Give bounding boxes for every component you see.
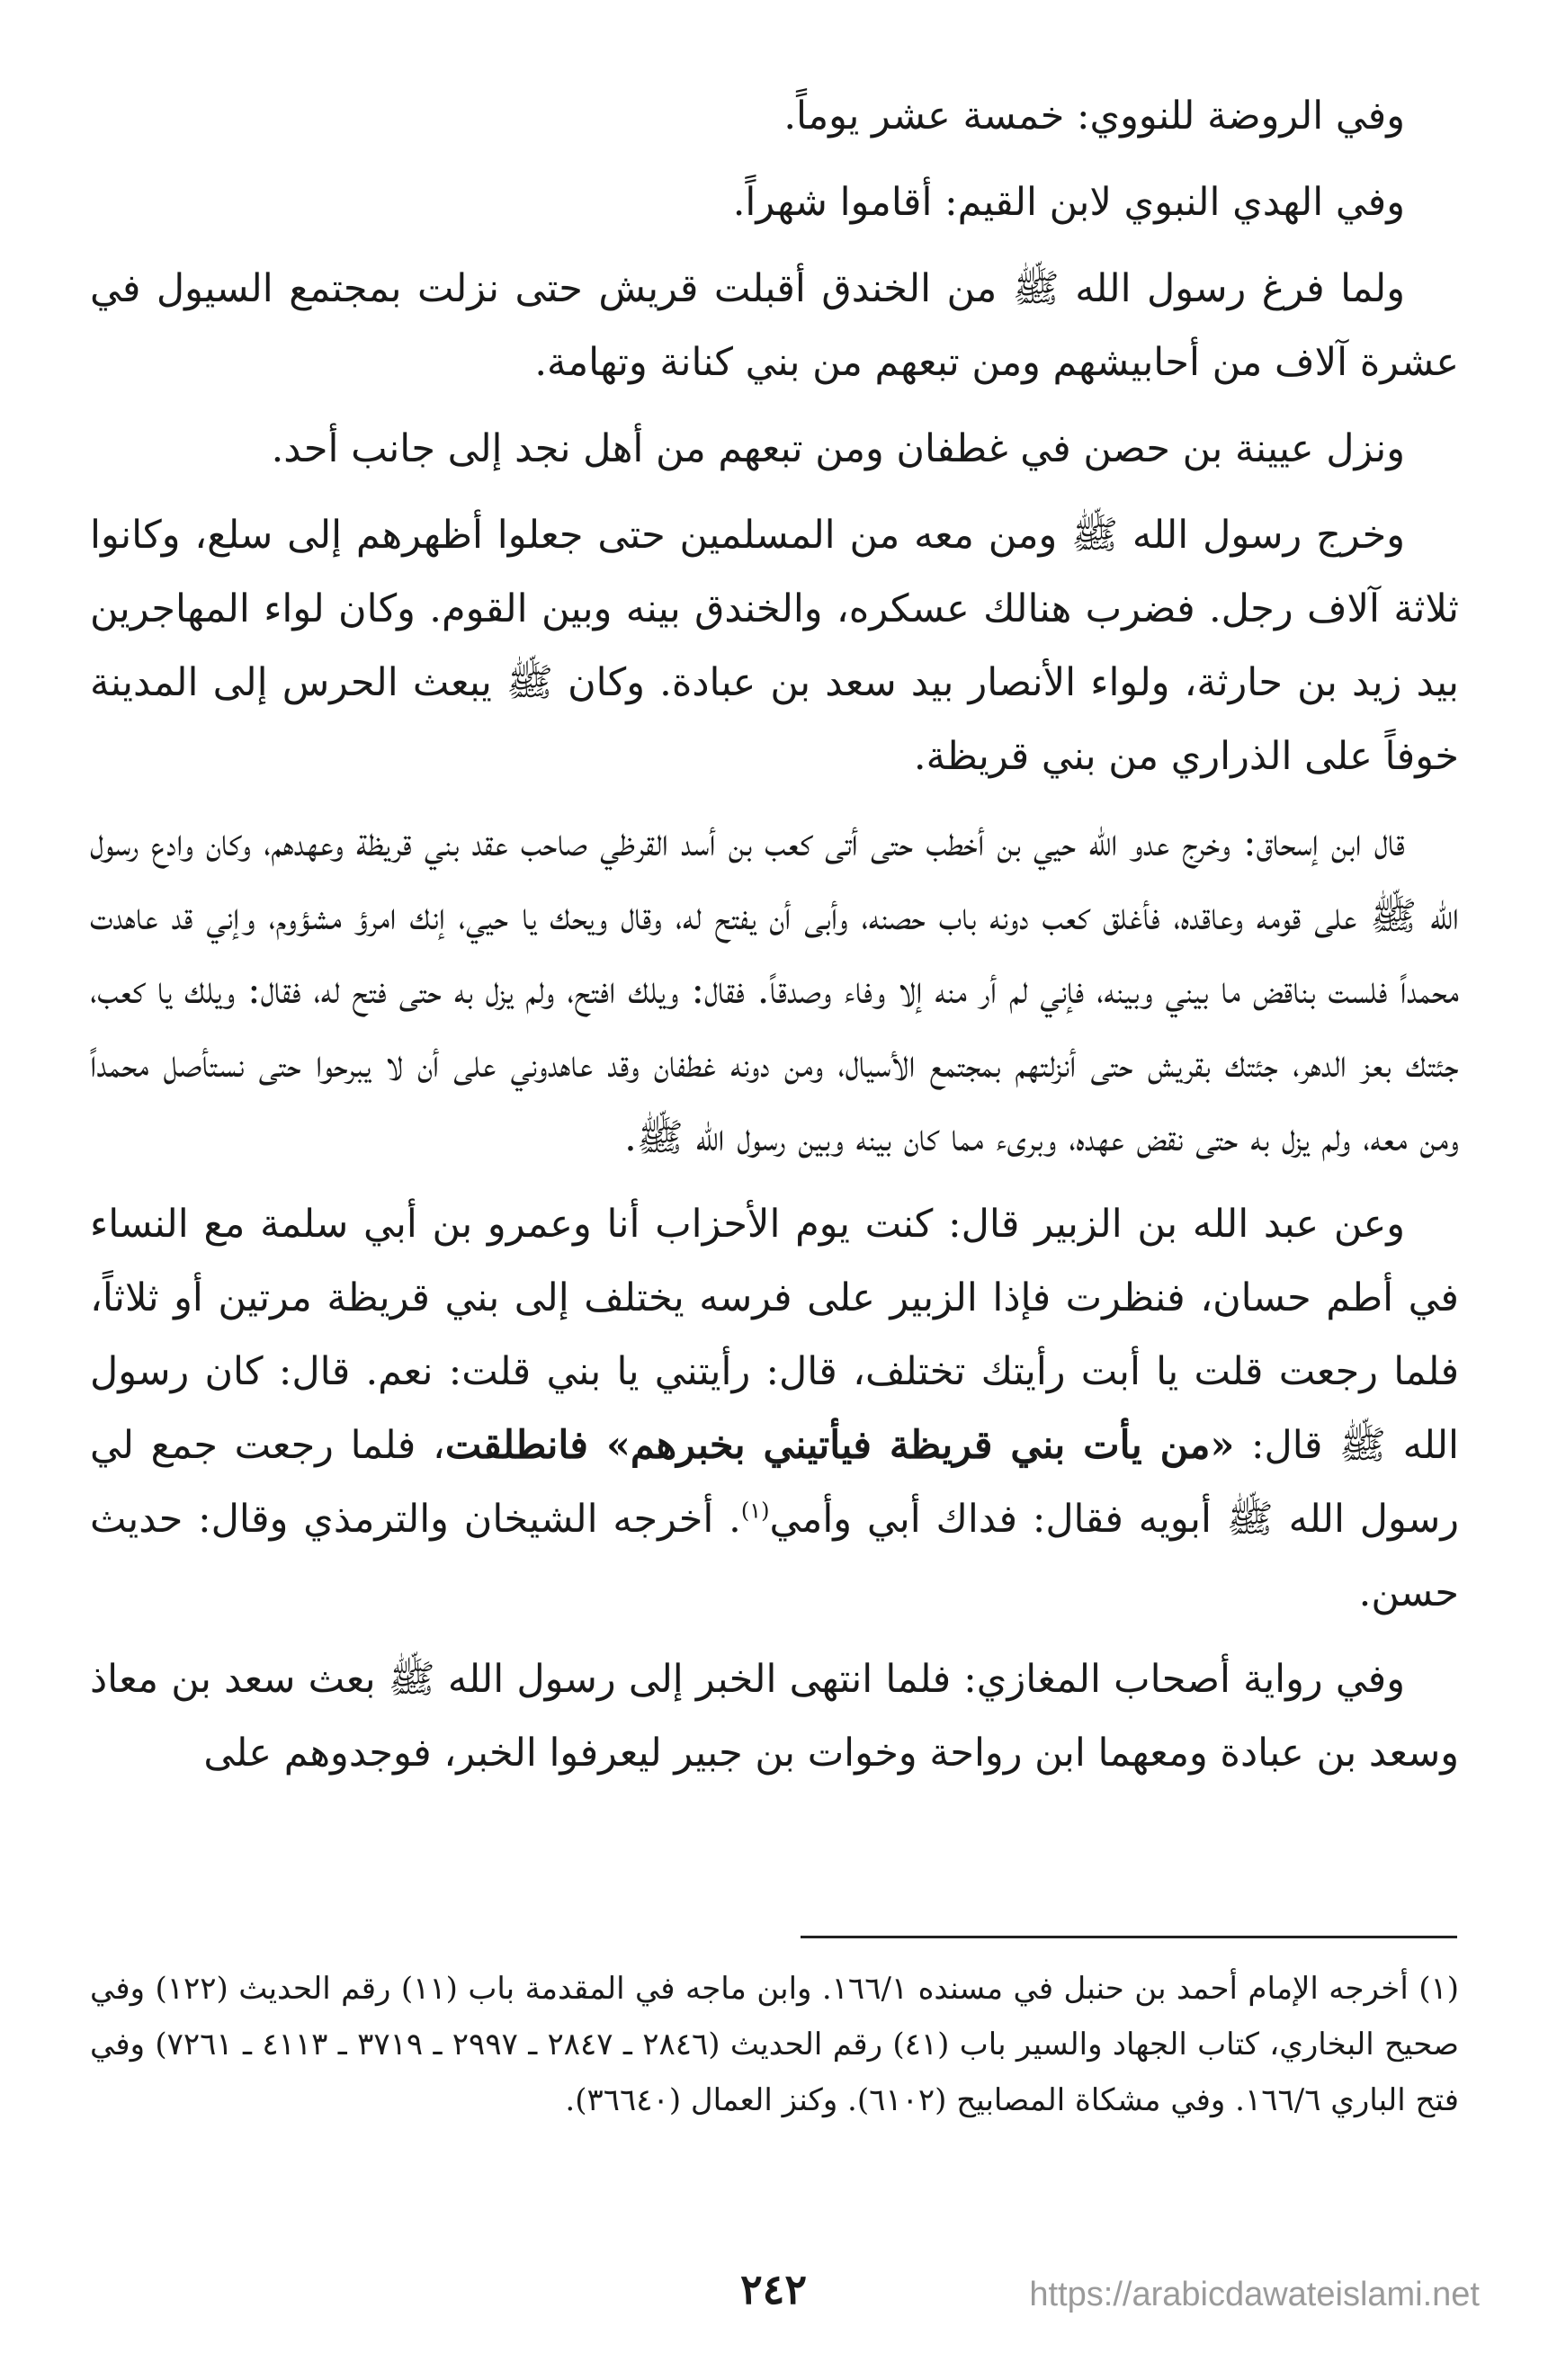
footnote-text: (١) أخرجه الإمام أحمد بن حنبل في مسنده ١٦٦/١. وابن ماجه في المقدمة باب (١١) رقم الحديث (١٢٢) وفي صحيح البخاري، كتاب الجهاد والسير باب (٤١) رقم الحديث (٢٨٤٦ ـ ٢٨٤٧ ـ ٢٩٩٧ ـ ٣٧١٩ ـ ٤١١٣ ـ ٧٢٦١) وفي فتح الباري ١٦٦/٦. وفي مشكاة المصابيح (٦١٠٢). وكنز العمال (٣٦٦٤٠). (90, 1971, 1460, 2118)
footnote-reference[interactable]: (١) (740, 1498, 770, 1524)
paragraph-hady: وفي الهدي النبوي لابن القيم: أقاموا شهراً. (732, 180, 1405, 225)
footnote-separator (801, 1936, 1457, 1938)
hadith-quote: «من يأت بني قريظة فيأتيني بخبرهم» فانطلقت (444, 1423, 1235, 1468)
paragraph-army: وخرج رسول الله ﷺ ومن معه من المسلمين حتى جعلوا أظهرهم إلى سلع، وكانوا ثلاثة آلاف رجل. فضرب هنالك عسكره، والخندق بينه وبين القوم. وكان لواء المهاجرين بيد زيد بن حارثة، ولواء الأنصار بيد سعد بن عبادة. وكان ﷺ يبعث الحرس إلى المدينة خوفاً على الذراري من بني قريظة. (90, 513, 1459, 779)
paragraph-rawda: وفي الروضة للنووي: خمسة عشر يوماً. (783, 94, 1405, 139)
zubair-text-2: ، فلما رجعت جمع لي رسول الله ﷺ أبويه فقال: فداك أبي وأمي (90, 1423, 1459, 1542)
paragraph-quraysh: ولما فرغ رسول الله ﷺ من الخندق أقبلت قريش حتى نزلت بمجتمع السيول في عشرة آلاف من أحابيشهم ومن تبعهم من بني كنانة وتهامة. (90, 266, 1459, 385)
watermark-url: https://arabicdawateislami.net (1029, 2276, 1480, 2313)
paragraph-maghazi: وفي رواية أصحاب المغازي: فلما انتهى الخبر إلى رسول الله ﷺ بعث سعد بن معاذ وسعد بن عبادة ومعهما ابن رواحة وخوات بن جبير ليعرفوا الخبر، فوجدوهم على (90, 1657, 1459, 1776)
page-number: ٢٤٢ (739, 2265, 808, 2313)
main-text (90, 79, 1459, 1803)
footnote-block (90, 1961, 1459, 2128)
paragraph-uyayna: ونزل عيينة بن حصن في غطفان ومن تبعهم من أهل نجد إلى جانب أحد. (271, 426, 1405, 471)
paragraph-zubair (90, 1187, 1459, 1630)
paragraph-ibn-ishaq: قال ابن إسحاق: وخرج عدو الله حيي بن أخطب حتى أتى كعب بن أسد القرظي صاحب عقد بني قريظة وعهدهم، وكان وادع رسول الله ﷺ على قومه وعاقده، فأغلق كعب دونه باب حصنه، وأبى أن يفتح له، وقال ويحك يا حيي، إنك امرؤ مشؤوم، وإني قد عاهدت محمداً فلست بناقض ما بيني وبينه، فإني لم أر منه إلا وفاء وصدقاً. فقال: ويلك افتح، ولم يزل به حتى فتح له، فقال: ويلك يا كعب، جئتك بعز الدهر، جئتك بقريش حتى أنزلتهم بمجتمع الأسيال، ومن دونه غطفان وقد عاهدوني على أن لا يبرحوا حتى نستأصل محمداً ومن معه، ولم يزل به حتى نقض عهده، وبرىء مما كان بينه وبين رسول الله ﷺ. (90, 820, 1459, 1160)
zubair-text-3: . أخرجه الشيخان والترمذي وقال: حديث حسن. (90, 1497, 1459, 1615)
zubair-text-1: وعن عبد الله بن الزبير قال: كنت يوم الأحزاب أنا وعمرو بن أبي سلمة مع النساء في أطم حسان، فنظرت فإذا الزبير على فرسه يختلف إلى بني قريظة مرتين أو ثلاثاً، فلما رجعت قلت يا أبت رأيتك تختلف، قال: رأيتني يا بني قلت: نعم. قال: كان رسول الله ﷺ قال: (90, 1202, 1459, 1468)
